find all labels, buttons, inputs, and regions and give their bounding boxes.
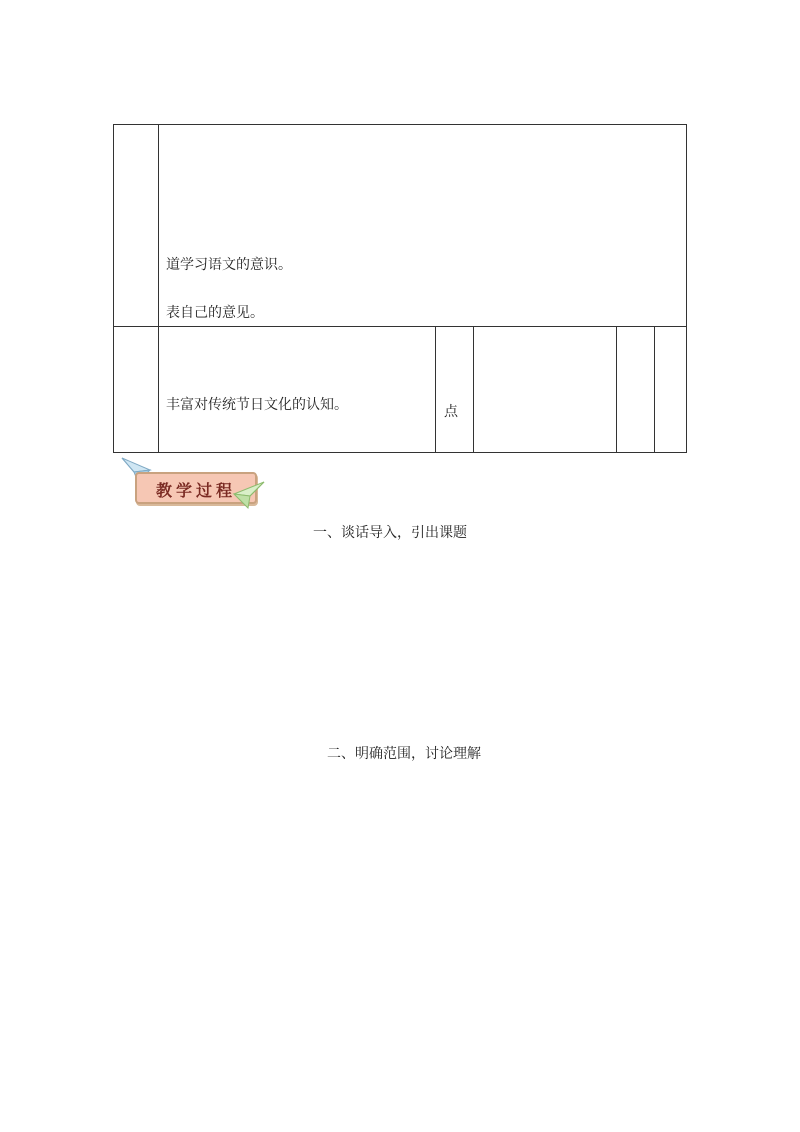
section-heading-1: 一、谈话导入，引出课题	[313, 525, 467, 541]
table-top-border	[113, 124, 687, 125]
table-col-divider-5	[654, 326, 655, 453]
paper-plane-icon	[230, 480, 266, 510]
table-left-border	[113, 124, 114, 453]
teaching-process-badge	[118, 456, 268, 514]
badge-text: 教学过程	[155, 481, 236, 500]
row2-col3-text: 点	[444, 404, 458, 420]
table-col-divider-1	[158, 124, 159, 453]
table-row-divider	[113, 326, 687, 327]
table-bottom-border	[113, 452, 687, 453]
row1-text-line2: 表自己的意见。	[166, 305, 264, 321]
table-col-divider-4	[616, 326, 617, 453]
row2-content-text: 丰富对传统节日文化的认知。	[166, 397, 348, 413]
section-heading-2: 二、明确范围，讨论理解	[327, 746, 481, 762]
table-right-border	[686, 124, 687, 453]
table-col-divider-2	[435, 326, 436, 453]
table-col-divider-3	[473, 326, 474, 453]
row1-text-line1: 道学习语文的意识。	[166, 257, 292, 273]
